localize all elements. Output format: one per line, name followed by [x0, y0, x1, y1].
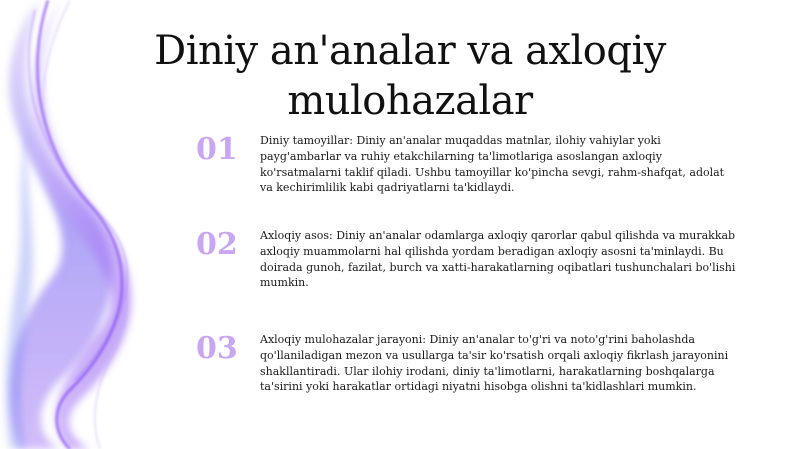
item-number: 02 — [196, 227, 238, 262]
item-text: Axloqiy mulohazalar jarayoni: Diniy an'analar to'g'ri va noto'g'rini baholashda qo'llaniladigan mezon va usullarga ta'sir ko'rsatish orqali axloqiy fikrlash jarayonini shakllantiradi. Ular ilohiy irodani, diniy ta'limotlarni, harakatlarning boshqalarga ta'sirini yoki harakatlar ortidagi niyatni hisobga olishni ta'kidlashlari mumkin. — [260, 333, 729, 394]
item-number: 03 — [196, 331, 238, 366]
item-number: 01 — [196, 132, 238, 167]
item-text: Diniy tamoyillar: Diniy an'analar muqaddas matnlar, ilohiy vahiylar yoki payg'ambarlar va ruhiy etakchilarning ta'limotlariga asoslangan axloqiy ko'rsatmalarni taklif qiladi. Ushbu tamoyillar ko'pincha sevgi, rahm-shafqat, adolat va kechirimlilik kabi qadriyatlarni ta'kidlaydi. — [260, 134, 725, 195]
slide-title: Diniy an'analar va axloqiy mulohazalar — [154, 28, 666, 124]
item-text: Axloqiy asos: Diniy an'analar odamlarga axloqiy qarorlar qabul qilishda va murakkab axloqiy muammolarni hal qilishda yordam beradigan axloqiy asosni ta'minlaydi. Bu doirada gunoh, fazilat, burch va xatti-harakatlarning oqibatlari tushunchalari bo'lishi mumkin. — [260, 229, 736, 290]
